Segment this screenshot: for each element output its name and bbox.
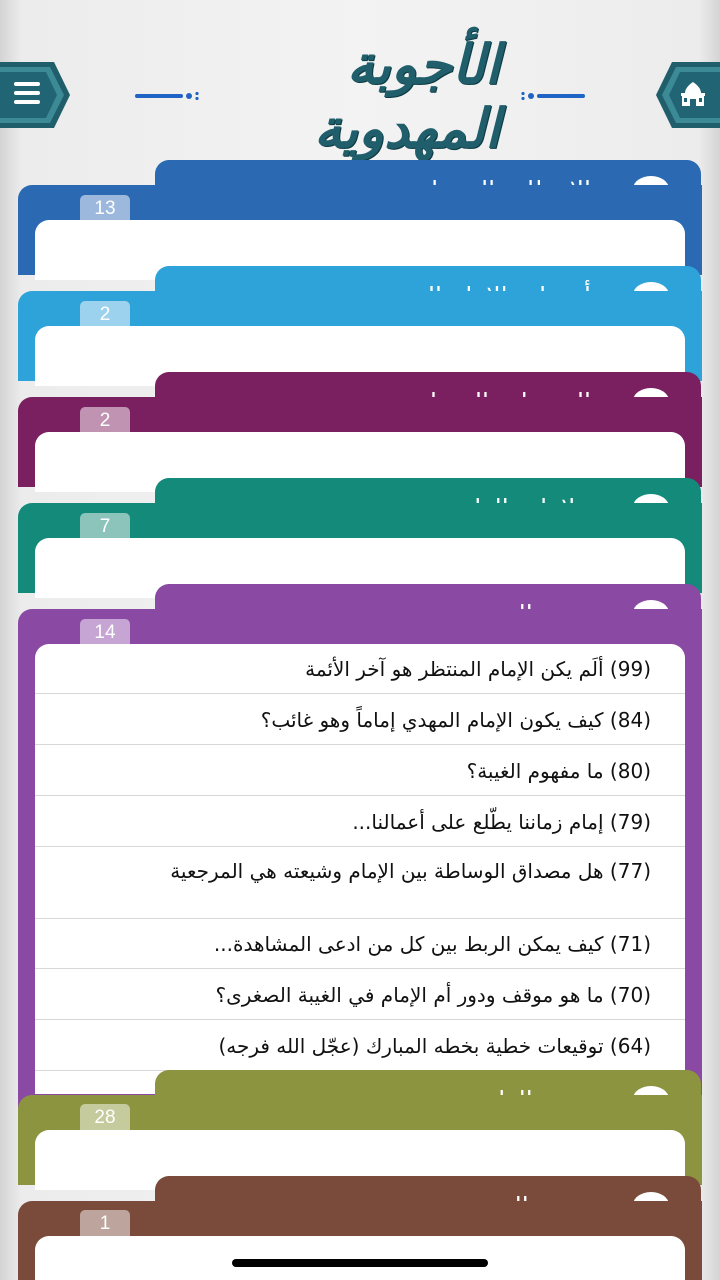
count-badge: 7 [80,513,130,541]
hamburger-menu-icon [14,82,40,106]
category-card [35,1236,685,1280]
app-header [0,0,720,160]
menu-button[interactable] [0,62,64,128]
home-button[interactable] [656,62,720,128]
question-item[interactable]: (77) هل مصداق الوساطة بين الإمام وشيعته هي المرجعية [35,847,685,919]
count-badge: 2 [80,407,130,435]
question-item[interactable]: (80) ما مفهوم الغيبة؟ [35,745,685,796]
questions-list [35,644,685,1094]
count-badge: 13 [80,195,130,223]
question-item[interactable]: (79) إمام زماننا يطّلع على أعمالنا... [35,796,685,847]
ornament-line-right [515,92,585,100]
app-title-logo [220,32,500,160]
question-item[interactable]: (64) توقيعات خطية بخطه المبارك (عجّل الله فرجه) [35,1020,685,1071]
ornament-line-left [135,92,205,100]
app-title: الأجوبة المهدوية [314,32,500,160]
count-badge: 28 [80,1104,130,1132]
count-badge: 2 [80,301,130,329]
question-item[interactable]: (84) كيف يكون الإمام المهدي إماماً وهو غائب؟ [35,694,685,745]
home-indicator[interactable] [232,1259,488,1267]
question-item[interactable]: (99) ألَم يكن الإمام المنتظر هو آخر الأئمة [35,644,685,694]
count-badge: 1 [80,1210,130,1238]
question-item[interactable]: (70) ما هو موقف ودور أم الإمام في الغيبة الصغرى؟ [35,969,685,1020]
mosque-icon [678,80,708,108]
question-item[interactable]: (71) كيف يمكن الربط بين كل من ادعى المشاهدة... [35,919,685,969]
count-badge: 14 [80,619,130,647]
